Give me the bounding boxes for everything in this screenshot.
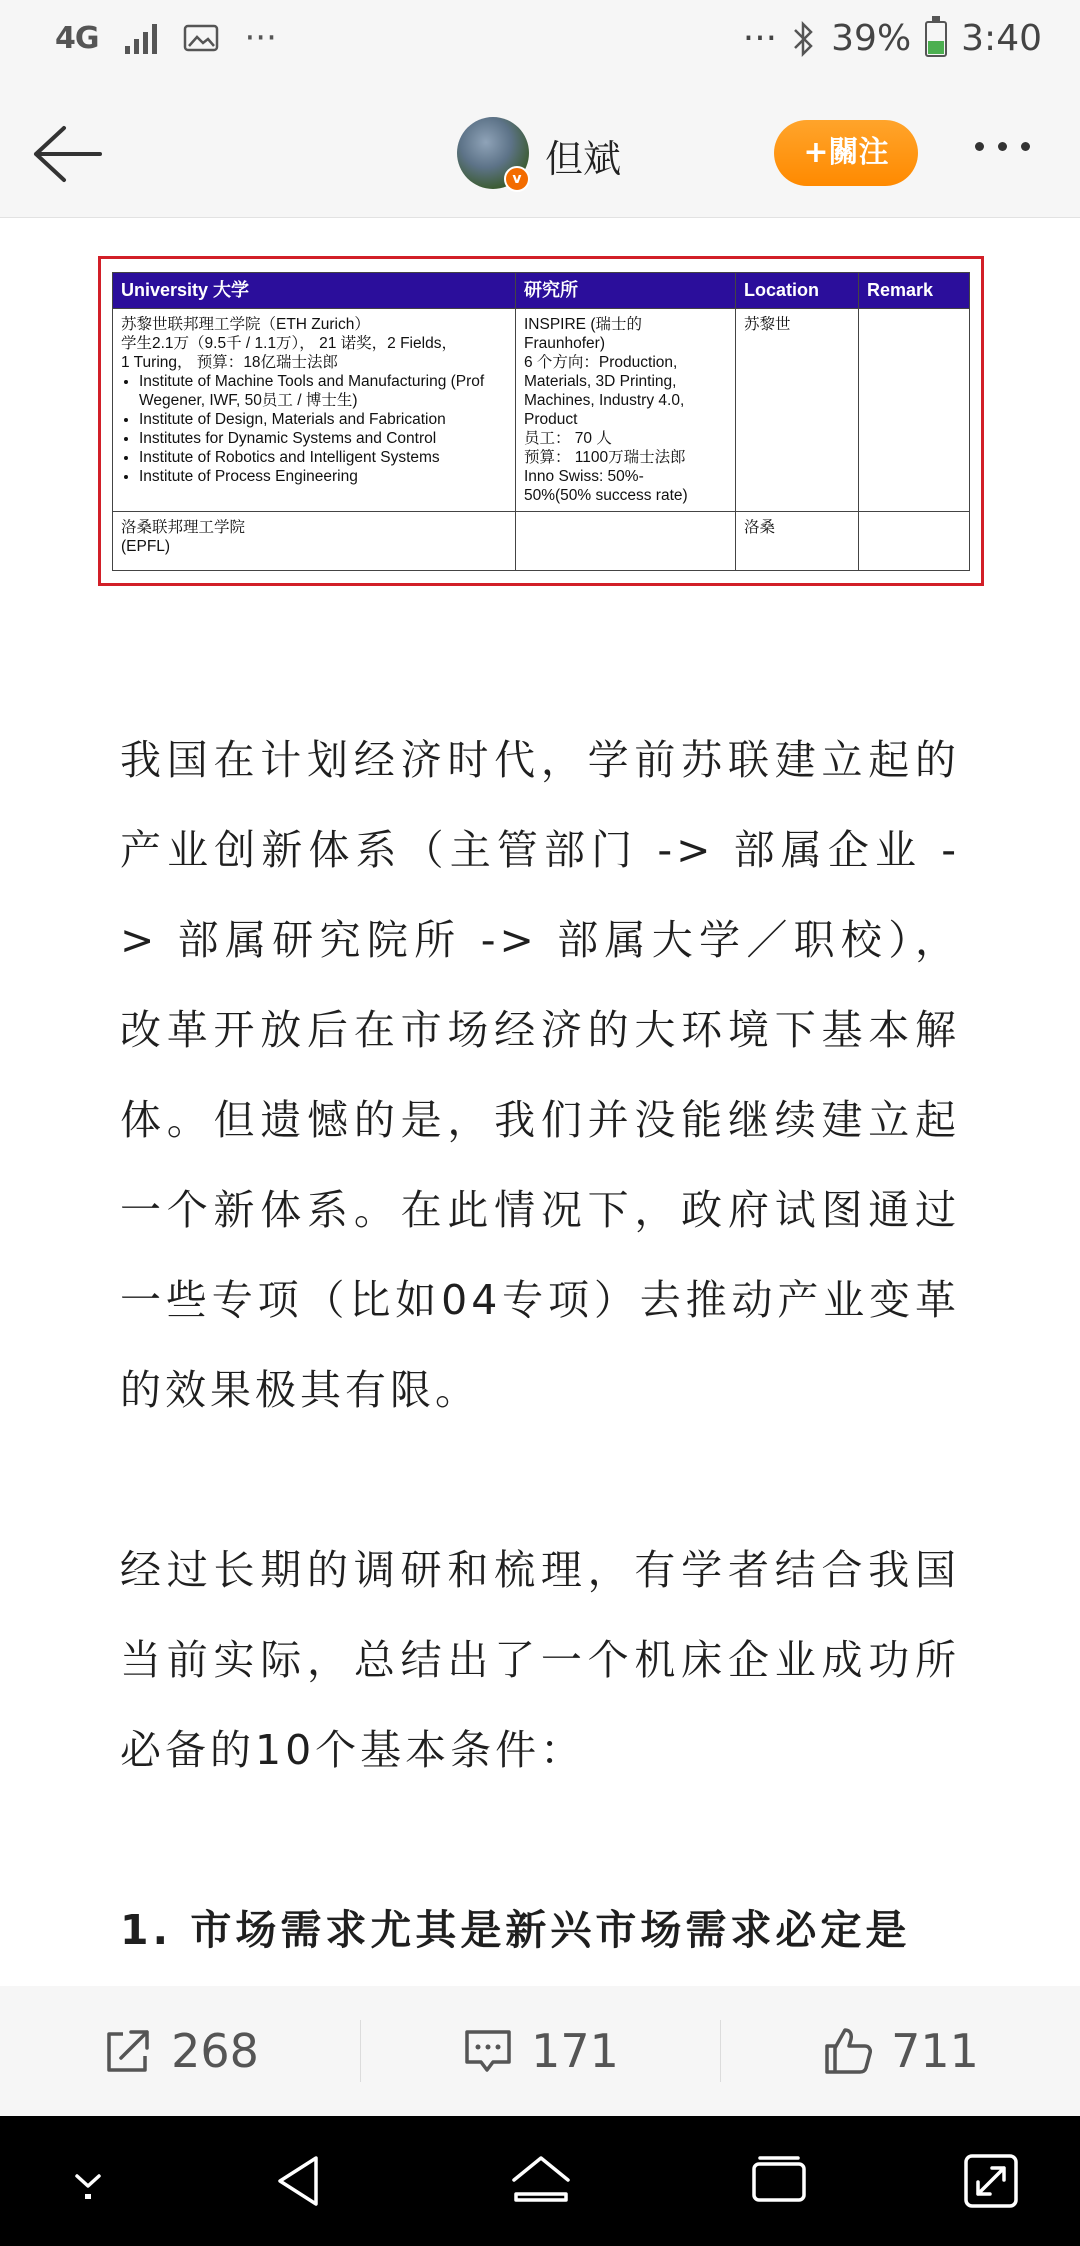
- more-options-icon[interactable]: [975, 142, 1030, 151]
- cell-line: 1 Turing， 预算：18亿瑞士法郎: [121, 354, 339, 371]
- action-bar: [0, 1986, 1080, 2116]
- comment-count: 171: [531, 2024, 619, 2078]
- home-nav-icon[interactable]: [508, 2148, 574, 2214]
- table-cell-location: 洛桑: [736, 512, 859, 571]
- cell-line: 6 个方向：Production,: [524, 354, 678, 371]
- signal-icon: [125, 22, 157, 54]
- cell-line: 学生2.1万（9.5千 / 1.1万）， 21 诺奖，2 Fields，: [121, 335, 457, 352]
- list-item: • Institute of Design, Materials and Fabrication: [139, 410, 507, 429]
- article-heading: 1. 市场需求尤其是新兴市场需求必定是: [120, 1906, 911, 1954]
- cell-line: 洛桑联邦理工学院: [121, 519, 246, 536]
- table-header: Remark: [859, 273, 970, 309]
- share-icon: [101, 2024, 155, 2078]
- like-count: 711: [891, 2024, 979, 2078]
- table-cell-remark: [859, 512, 970, 571]
- verified-badge-icon: v: [504, 166, 530, 192]
- network-indicator: 4G: [55, 20, 99, 56]
- list-item: • Institutes for Dynamic Systems and Control: [139, 429, 507, 448]
- status-left: [55, 18, 277, 58]
- clock: 3:40: [961, 18, 1042, 59]
- app-header: [0, 90, 1080, 218]
- cell-line: (EPFL): [121, 538, 171, 555]
- back-nav-icon[interactable]: [268, 2148, 334, 2214]
- status-right: [743, 18, 1042, 59]
- cell-line: 苏黎世联邦理工学院（ETH Zurich）: [121, 316, 370, 333]
- more-notifications-icon: ···: [244, 18, 277, 58]
- image-icon: [183, 23, 219, 53]
- table-cell-location: 苏黎世: [736, 309, 859, 512]
- cell-line: Machines, Industry 4.0,: [524, 392, 685, 409]
- thumbs-up-icon: [821, 2024, 875, 2078]
- cell-line: 预算： 1100万瑞士法郎: [524, 449, 686, 466]
- comment-icon: [461, 2024, 515, 2078]
- table-header: 研究所: [516, 273, 736, 309]
- table-header: University 大学: [113, 273, 516, 309]
- cell-line: Fraunhofer): [524, 335, 605, 352]
- list-item: • Institute of Robotics and Intelligent Systems: [139, 448, 507, 467]
- author-name[interactable]: 但斌: [545, 137, 622, 181]
- table-cell-university: [113, 309, 516, 512]
- like-button[interactable]: [720, 1986, 1080, 2116]
- article-body: [120, 715, 960, 1975]
- list-item: • Institute of Process Engineering: [139, 467, 507, 486]
- repost-count: 268: [171, 2024, 259, 2078]
- article-paragraph: 我国在计划经济时代，学前苏联建立起的产业创新体系（主管部门 -> 部属企业 -> 部属研究院所 -> 部属大学／职校），改革开放后在市场经济的大环境下基本解体。但遗憾的是，我们并没能继续建立起一个新体系。在此情况下，政府试图通过一些专项（比如04专项）去推动产业变革的效果极其有限。: [120, 736, 960, 1414]
- battery-icon: [925, 21, 947, 57]
- status-bar: [0, 0, 1080, 90]
- hide-keyboard-icon[interactable]: [55, 2148, 121, 2214]
- bluetooth-icon: [791, 20, 817, 58]
- cell-line: 50%(50% success rate): [524, 487, 688, 504]
- cell-line: Product: [524, 411, 578, 428]
- table-cell-institute: [516, 512, 736, 571]
- repost-button[interactable]: [0, 1986, 360, 2116]
- battery-percent: 39%: [831, 18, 912, 59]
- university-table: [112, 272, 970, 571]
- table-cell-institute: [516, 309, 736, 512]
- article-paragraph: 经过长期的调研和梳理，有学者结合我国当前实际，总结出了一个机床企业成功所必备的10个基本条件：: [120, 1546, 960, 1774]
- expand-icon[interactable]: [958, 2148, 1024, 2214]
- article-table-image[interactable]: [98, 256, 984, 586]
- institute-list: [121, 372, 507, 486]
- cell-line: 员工： 70 人: [524, 430, 612, 447]
- table-header: Location: [736, 273, 859, 309]
- overflow-icon: ···: [742, 18, 778, 59]
- back-arrow-icon[interactable]: [28, 118, 104, 190]
- cell-line: Inno Swiss: 50%-: [524, 468, 644, 485]
- table-cell-university: [113, 512, 516, 571]
- cell-line: INSPIRE (瑞士的: [524, 316, 642, 333]
- system-nav-bar: [0, 2116, 1080, 2246]
- comment-button[interactable]: [360, 1986, 720, 2116]
- list-item: • Institute of Machine Tools and Manufacturing (Prof Wegener, IWF, 50员工 / 博士生): [139, 372, 507, 410]
- cell-line: Materials, 3D Printing,: [524, 373, 677, 390]
- table-cell-remark: [859, 309, 970, 512]
- follow-button[interactable]: +關注: [774, 120, 918, 186]
- recent-apps-icon[interactable]: [746, 2148, 812, 2214]
